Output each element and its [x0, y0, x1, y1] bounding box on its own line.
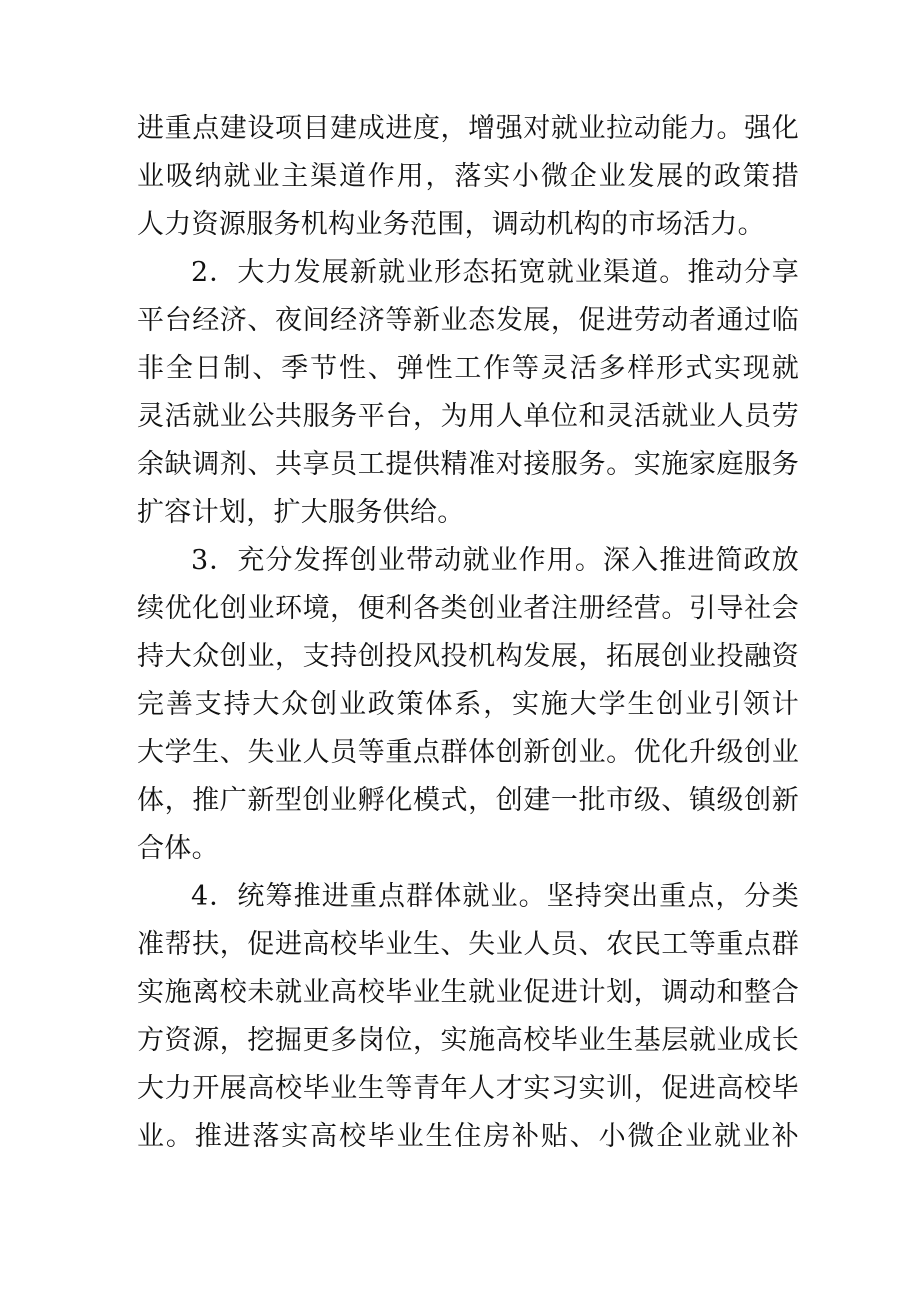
- paragraph-line: 灵活就业公共服务平台，为用人单位和灵活就业人员劳: [137, 401, 799, 432]
- paragraph-line: 平台经济、夜间经济等新业态发展，促进劳动者通过临: [137, 305, 799, 336]
- paragraph-line: 人力资源服务机构业务范围，调动机构的市场活力。: [137, 209, 765, 240]
- paragraph-first-line: 2．大力发展新就业形态拓宽就业渠道。推动分享: [191, 257, 799, 288]
- paragraph-line: 准帮扶，促进高校毕业生、失业人员、农民工等重点群: [137, 929, 799, 960]
- paragraph-line: 合体。: [137, 833, 219, 864]
- paragraph-line: 大力开展高校毕业生等青年人才实习实训，促进高校毕: [137, 1073, 799, 1104]
- paragraph-line: 非全日制、季节性、弹性工作等灵活多样形式实现就: [137, 353, 799, 384]
- document-body: [137, 105, 799, 1161]
- paragraph-line: 方资源，挖掘更多岗位，实施高校毕业生基层就业成长: [137, 1025, 799, 1056]
- paragraph-line: 持大众创业，支持创投风投机构发展，拓展创业投融资: [137, 641, 799, 672]
- paragraph-first-line: 3．充分发挥创业带动就业作用。深入推进简政放: [191, 545, 799, 576]
- paragraph-line: 完善支持大众创业政策体系，实施大学生创业引领计: [137, 689, 799, 720]
- paragraph-line: 进重点建设项目建成进度，增强对就业拉动能力。强化: [137, 113, 799, 144]
- paragraph-line: 业吸纳就业主渠道作用，落实小微企业发展的政策措: [137, 161, 799, 192]
- paragraph-line: 扩容计划，扩大服务供给。: [137, 497, 465, 528]
- paragraph-line: 业。推进落实高校毕业生住房补贴、小微企业就业补: [137, 1121, 799, 1152]
- paragraph-first-line: 4．统筹推进重点群体就业。坚持突出重点，分类: [191, 881, 799, 912]
- paragraph-line: 续优化创业环境，便利各类创业者注册经营。引导社会: [137, 593, 799, 624]
- paragraph-line: 大学生、失业人员等重点群体创新创业。优化升级创业: [137, 737, 799, 768]
- paragraph-line: 实施离校未就业高校毕业生就业促进计划，调动和整合: [137, 977, 799, 1008]
- paragraph-line: 体，推广新型创业孵化模式，创建一批市级、镇级创新: [137, 785, 799, 816]
- paragraph-line: 余缺调剂、共享员工提供精准对接服务。实施家庭服务: [137, 449, 799, 480]
